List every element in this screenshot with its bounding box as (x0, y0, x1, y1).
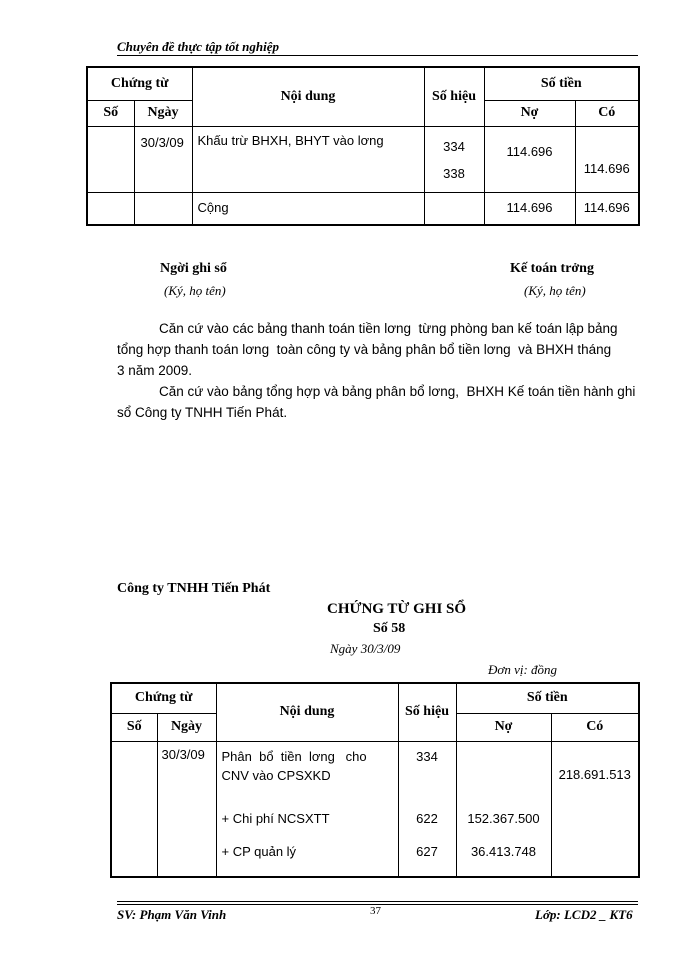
header-noi-dung: Nội dung (216, 683, 398, 741)
header-noi-dung: Nội dung (192, 67, 424, 126)
footer-class: Lớp: LCD2 _ KT6 (535, 907, 633, 922)
footer-student: SV: Phạm Văn Vinh (117, 907, 227, 922)
signature-right-note: (Ký, họ tên) (524, 283, 586, 298)
table-row-total (87, 192, 639, 225)
line-item: + Chi phí NCSXTT (221, 810, 330, 826)
voucher-table (110, 682, 640, 878)
total-label: Cộng (192, 192, 424, 225)
header-so-tien: Số tiền (484, 67, 639, 100)
total-no: 114.696 (484, 192, 575, 225)
page-number: 37 (370, 905, 381, 917)
running-header: Chuyên đề thực tập tốt nghiệp (117, 39, 279, 54)
cell-so-hieu (424, 126, 484, 192)
header-ngay: Ngày (134, 100, 192, 126)
cell-ngay: 30/3/09 (134, 126, 192, 192)
paragraph-2: Căn cứ vào bảng tổng hợp và bảng phân bổ lơng, BHXH Kế toán tiền hành ghi sổ Công ty TNHH Tiến Phát. (117, 384, 636, 420)
voucher-number: Số 58 (373, 621, 406, 636)
cell-so (87, 126, 134, 192)
cell-no: 114.696 (484, 126, 575, 192)
header-no: Nợ (456, 713, 551, 741)
cell-no: 152.367.500 36.413.748 (456, 741, 551, 877)
header-so-tien: Số tiền (456, 683, 639, 713)
company-name: Công ty TNHH Tiến Phát (117, 581, 271, 596)
signature-left-title: Ngời ghi sổ (160, 261, 227, 276)
footer-rule (117, 901, 638, 902)
cell-co: 218.691.513 (551, 741, 639, 877)
header-so-hieu: Số hiệu (424, 67, 484, 126)
signature-left-note: (Ký, họ tên) (164, 283, 226, 298)
header-no: Nợ (484, 100, 575, 126)
table-row (111, 741, 639, 877)
header-so: Số (87, 100, 134, 126)
journal-table-1 (86, 66, 640, 226)
so-hieu-value: 334 (443, 138, 465, 154)
paragraph-1: Căn cứ vào các bảng thanh toán tiền lơng từng phòng ban kế toán lập bảng tổng hợp thanh toán lơng toàn công ty và bảng phân bổ tiền lơng và BHXH tháng 3 năm 2009. (117, 321, 618, 378)
cell-noi-dung: Phân bổ tiền lơng cho CNV vào CPSXKD + Chi phí NCSXTT + CP quản lý (216, 741, 398, 877)
table-row (87, 126, 639, 192)
voucher-date: Ngày 30/3/09 (330, 641, 401, 656)
voucher-unit: Đơn vị: đồng (488, 662, 558, 677)
header-chung-tu: Chứng từ (87, 67, 192, 100)
signature-right-title: Kế toán trởng (510, 261, 594, 276)
cell-co: 114.696 (575, 126, 639, 192)
cell-ngay: 30/3/09 (157, 741, 216, 877)
total-co: 114.696 (575, 192, 639, 225)
header-co: Có (575, 100, 639, 126)
header-so-hieu: Số hiệu (398, 683, 456, 741)
header-rule (117, 55, 638, 56)
cell-so-hieu: 334 622 627 (398, 741, 456, 877)
voucher-title: CHỨNG TỪ GHI SỔ (327, 601, 467, 617)
header-chung-tu: Chứng từ (111, 683, 216, 713)
header-so: Số (111, 713, 157, 741)
header-co: Có (551, 713, 639, 741)
line-item: + CP quản lý (221, 843, 297, 859)
cell-noi-dung: Khấu trừ BHXH, BHYT vào lơng (192, 126, 424, 192)
header-ngay: Ngày (157, 713, 216, 741)
so-hieu-value: 338 (443, 165, 465, 181)
